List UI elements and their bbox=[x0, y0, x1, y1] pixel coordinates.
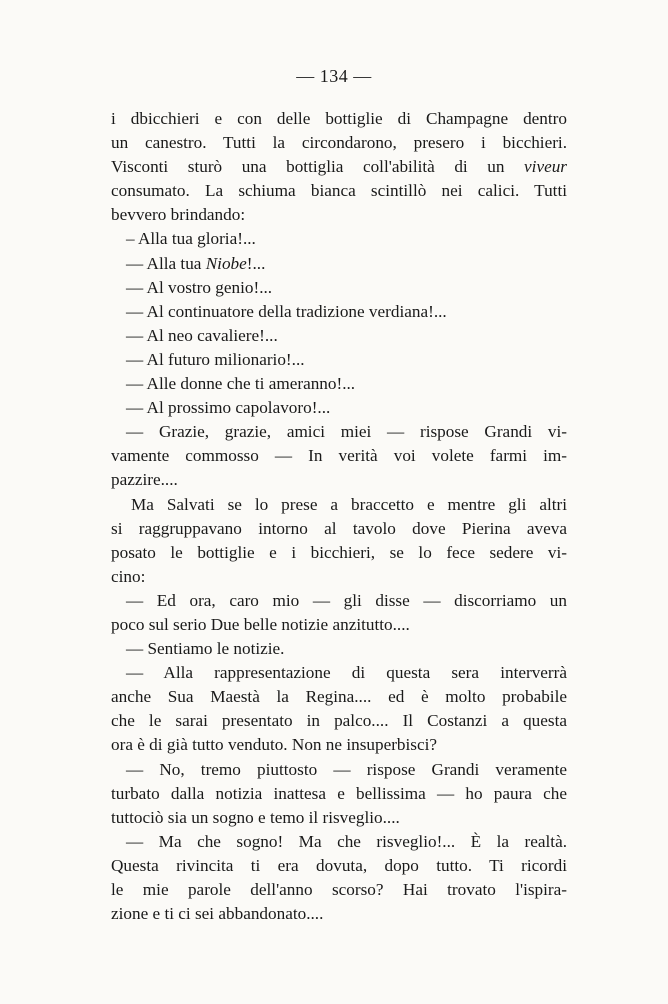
line-text: !... bbox=[246, 253, 266, 273]
text-line: cino: bbox=[111, 566, 146, 586]
text-line: vamente commosso — In verità voi volete farmi im- bbox=[111, 446, 567, 466]
text-line: poco sul serio Due belle notizie anzitutto.... bbox=[111, 614, 410, 634]
text-line: — Al vostro genio!... bbox=[126, 277, 273, 297]
text-line: Questa rivincita ti era dovuta, dopo tutto. Ti ricordi bbox=[111, 855, 567, 875]
text-line bbox=[111, 252, 567, 276]
text-line: — No, tremo piuttosto — rispose Grandi veramente bbox=[126, 759, 567, 779]
text-line: Ma Salvati se lo prese a braccetto e mentre gli altri bbox=[131, 494, 567, 514]
text-line: — Al futuro milionario!... bbox=[126, 349, 305, 369]
text-line: — Ed ora, caro mio — gli disse — discorriamo un bbox=[126, 590, 567, 610]
line-text: — Alla tua bbox=[126, 253, 206, 273]
text-line: tuttociò sia un sogno e temo il risveglio.... bbox=[111, 807, 400, 827]
text-line bbox=[111, 155, 567, 179]
text-line: — Alla rappresentazione di questa sera interverrà bbox=[126, 663, 567, 683]
text-line: che le sarai presentato in palco.... Il Costanzi a questa bbox=[111, 711, 567, 731]
text-line: ora è di già tutto venduto. Non ne insuperbisci? bbox=[111, 735, 438, 755]
text-line: un canestro. Tutti la circondarono, presero i bicchieri. bbox=[111, 133, 567, 153]
text-line: i dbicchieri e con delle bottiglie di Champagne dentro bbox=[111, 109, 567, 128]
text-line: turbato dalla notizia inattesa e bellissima — ho paura che bbox=[111, 783, 567, 803]
body-text bbox=[111, 107, 567, 926]
text-line: consumato. La schiuma bianca scintillò nei calici. Tutti bbox=[111, 181, 567, 201]
text-line: si raggruppavano intorno al tavolo dove Pierina aveva bbox=[111, 518, 567, 538]
text-line: zione e ti ci sei abbandonato.... bbox=[111, 904, 324, 924]
text-line: anche Sua Maestà la Regina.... ed è molto probabile bbox=[111, 687, 567, 707]
text-line: — Al neo cavaliere!... bbox=[126, 325, 278, 345]
text-line: — Grazie, grazie, amici miei — rispose Grandi vi- bbox=[126, 422, 567, 442]
text-line: — Alle donne che ti ameranno!... bbox=[126, 374, 356, 394]
text-line: — Al continuatore della tradizione verdiana!... bbox=[126, 301, 447, 321]
italic-word: viveur bbox=[524, 157, 567, 177]
text-line: le mie parole dell'anno scorso? Hai trovato l'ispira- bbox=[111, 880, 567, 899]
text-line: – Alla tua gloria!... bbox=[126, 229, 256, 249]
text-line: — Al prossimo capolavoro!... bbox=[126, 398, 331, 418]
text-line: — Ma che sogno! Ma che risveglio!... È la realtà. bbox=[126, 831, 567, 851]
text-line: — Sentiamo le notizie. bbox=[126, 639, 285, 659]
text-line: posato le bottiglie e i bicchieri, se lo fece sedere vi- bbox=[111, 542, 567, 562]
text-line: bevvero brindando: bbox=[111, 205, 246, 225]
page-number: — 134 — bbox=[296, 66, 372, 86]
italic-word: Niobe bbox=[205, 253, 247, 273]
text-line: pazzire.... bbox=[111, 470, 178, 490]
line-text: Visconti sturò una bottiglia coll'abilità di un bbox=[111, 157, 525, 177]
